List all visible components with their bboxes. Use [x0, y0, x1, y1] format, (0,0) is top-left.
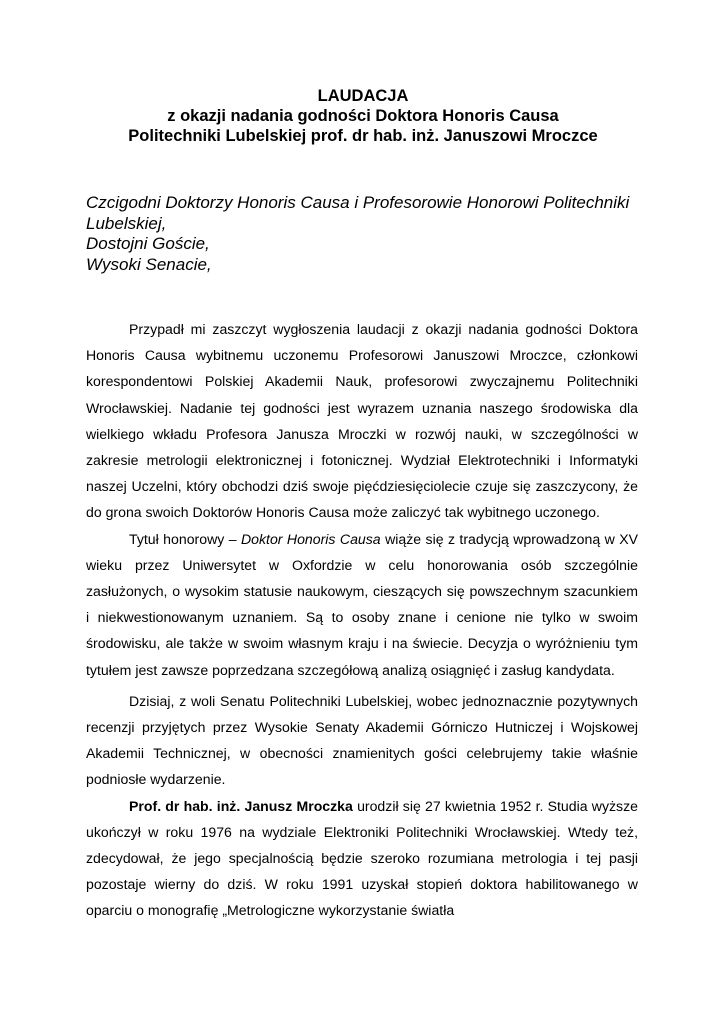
- paragraph-2-text: wiąże się z tradycją wprowadzoną w XV wieku przez Uniwersytet w Oxfordzie w celu honorowania osób szczególnie zasłużonych, o wysokim statusie naukowym, cieszących się powszechnym szacunkiem i niekwestionowanym uznaniem. Są to osoby znane i cenione nie tylko w swoim środowisku, ale także w swoim własnym kraju i na świecie. Decyzja o wyróżnieniu tym tytułem jest zawsze poprzedzana szczegółową analizą osiągnięć i zasług kandydata.: [86, 530, 638, 678]
- document-title: [86, 86, 640, 146]
- title-subtitle-line-2: Politechniki Lubelskiej prof. dr hab. inż. Januszowi Mroczce: [128, 127, 598, 145]
- salutation-line-1: Czcigodni Doktorzy Honoris Causa i Profesorowie Honorowi Politechniki Lubelskiej,: [86, 193, 630, 233]
- paragraph-1: Przypadł mi zaszczyt wygłoszenia laudacji z okazji nadania godności Doktora Honoris Causa wybitnemu uczonemu Profesorowi Januszowi Mroczce, członkowi korespondentowi Polskiej Akademii Nauk, profesorowi zwyczajnemu Politechniki Wrocławskiej. Nadanie tej godności jest wyrazem uznania naszego środowiska dla wielkiego wkładu Profesora Janusza Mroczki w rozwój nauki, w szczególności w zakresie metrologii elektronicznej i fotonicznej. Wydział Elektrotechniki i Informatyki naszej Uczelni, który obchodzi dziś swoje pięćdziesięciolecie czuje się zaszczycony, że do grona swoich Doktorów Honoris Causa może zaliczyć tak wybitnego uczonego.: [86, 321, 638, 521]
- paragraph-4: [86, 793, 638, 924]
- paragraph-2-intro: Tytuł honorowy –: [129, 530, 241, 547]
- salutation-line-3: Wysoki Senacie,: [86, 254, 212, 274]
- paragraph-4-text: urodził się 27 kwietnia 1952 r. Studia wyższe ukończył w roku 1976 na wydziale Elektroniki Politechniki Wrocławskiej. Wtedy też, zdecydował, że jego specjalnością będzie szeroko rozumiana metrologia i tej pasji pozostaje wierny do dziś. W roku 1991 uzyskał stopień doktora habilitowanego w oparciu o monografię „Metrologiczne wykorzystanie światła: [86, 797, 638, 919]
- document-body: [86, 316, 638, 924]
- salutation-line-2: Dostojni Goście,: [86, 234, 210, 253]
- title-subtitle-line-1: z okazji nadania godności Doktora Honoris Causa: [167, 107, 559, 125]
- paragraph-3: Dzisiaj, z woli Senatu Politechniki Lubelskiej, wobec jednoznacznie pozytywnych recenzji przyjętych przez Wysokie Senaty Akademii Górniczo Hutniczej i Wojskowej Akademii Technicznej, w obecności znamienitych gości celebrujemy takie właśnie podniosłe wydarzenie.: [86, 692, 638, 788]
- paragraph-2-emphasis: Doktor Honoris Causa: [240, 530, 381, 547]
- paragraph-2: [86, 526, 638, 683]
- salutation: [86, 193, 646, 275]
- title-heading: LAUDACJA: [317, 87, 409, 105]
- paragraph-4-name: Prof. dr hab. inż. Janusz Mroczka: [129, 797, 353, 814]
